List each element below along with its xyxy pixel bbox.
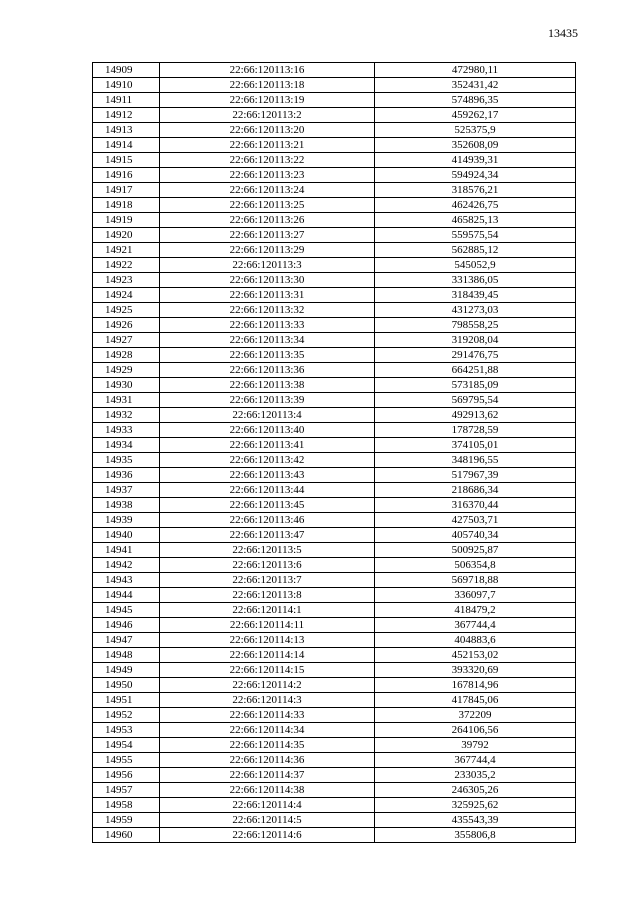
table-row: [93, 198, 576, 213]
table-row: [93, 213, 576, 228]
row-number-cell: 14920: [93, 228, 160, 243]
table-row: [93, 528, 576, 543]
table-row: [93, 573, 576, 588]
table-row: [93, 333, 576, 348]
cadastral-number-cell: 22:66:120113:6: [160, 558, 375, 573]
cadastral-number-cell: 22:66:120114:14: [160, 648, 375, 663]
value-cell: 417845,06: [375, 693, 576, 708]
table-row: [93, 408, 576, 423]
cadastral-number-cell: 22:66:120114:4: [160, 798, 375, 813]
cadastral-number-cell: 22:66:120114:33: [160, 708, 375, 723]
row-number-cell: 14947: [93, 633, 160, 648]
value-cell: 414939,31: [375, 153, 576, 168]
cadastral-number-cell: 22:66:120113:47: [160, 528, 375, 543]
cadastral-number-cell: 22:66:120113:45: [160, 498, 375, 513]
row-number-cell: 14949: [93, 663, 160, 678]
table-row: [93, 558, 576, 573]
row-number-cell: 14921: [93, 243, 160, 258]
value-cell: 559575,54: [375, 228, 576, 243]
value-cell: 167814,96: [375, 678, 576, 693]
table-row: [93, 108, 576, 123]
row-number-cell: 14944: [93, 588, 160, 603]
cadastral-number-cell: 22:66:120113:42: [160, 453, 375, 468]
cadastral-number-cell: 22:66:120113:40: [160, 423, 375, 438]
table-row: [93, 303, 576, 318]
value-cell: 316370,44: [375, 498, 576, 513]
cadastral-number-cell: 22:66:120113:24: [160, 183, 375, 198]
row-number-cell: 14914: [93, 138, 160, 153]
row-number-cell: 14937: [93, 483, 160, 498]
row-number-cell: 14926: [93, 318, 160, 333]
value-cell: 367744,4: [375, 618, 576, 633]
row-number-cell: 14923: [93, 273, 160, 288]
cadastral-number-cell: 22:66:120113:38: [160, 378, 375, 393]
row-number-cell: 14925: [93, 303, 160, 318]
row-number-cell: 14943: [93, 573, 160, 588]
cadastral-number-cell: 22:66:120113:16: [160, 63, 375, 78]
cadastral-number-cell: 22:66:120113:39: [160, 393, 375, 408]
row-number-cell: 14946: [93, 618, 160, 633]
value-cell: 427503,71: [375, 513, 576, 528]
cadastral-number-cell: 22:66:120113:18: [160, 78, 375, 93]
table-row: [93, 453, 576, 468]
row-number-cell: 14929: [93, 363, 160, 378]
cadastral-number-cell: 22:66:120114:1: [160, 603, 375, 618]
cadastral-number-cell: 22:66:120114:15: [160, 663, 375, 678]
value-cell: 562885,12: [375, 243, 576, 258]
value-cell: 574896,35: [375, 93, 576, 108]
table-row: [93, 228, 576, 243]
value-cell: 545052,9: [375, 258, 576, 273]
row-number-cell: 14928: [93, 348, 160, 363]
cadastral-number-cell: 22:66:120114:5: [160, 813, 375, 828]
table-row: [93, 378, 576, 393]
row-number-cell: 14913: [93, 123, 160, 138]
table-row: [93, 798, 576, 813]
row-number-cell: 14917: [93, 183, 160, 198]
row-number-cell: 14939: [93, 513, 160, 528]
table-row: [93, 138, 576, 153]
value-cell: 319208,04: [375, 333, 576, 348]
row-number-cell: 14958: [93, 798, 160, 813]
value-cell: 374105,01: [375, 438, 576, 453]
cadastral-number-cell: 22:66:120113:2: [160, 108, 375, 123]
cadastral-number-cell: 22:66:120113:26: [160, 213, 375, 228]
row-number-cell: 14956: [93, 768, 160, 783]
table-row: [93, 603, 576, 618]
cadastral-number-cell: 22:66:120114:3: [160, 693, 375, 708]
table-row: [93, 648, 576, 663]
row-number-cell: 14951: [93, 693, 160, 708]
cadastral-value-table: [92, 62, 576, 843]
value-cell: 465825,13: [375, 213, 576, 228]
row-number-cell: 14952: [93, 708, 160, 723]
row-number-cell: 14936: [93, 468, 160, 483]
value-cell: 492913,62: [375, 408, 576, 423]
row-number-cell: 14915: [93, 153, 160, 168]
value-cell: 462426,75: [375, 198, 576, 213]
table-row: [93, 723, 576, 738]
table-row: [93, 243, 576, 258]
value-cell: 318439,45: [375, 288, 576, 303]
row-number-cell: 14933: [93, 423, 160, 438]
value-cell: 517967,39: [375, 468, 576, 483]
table-row: [93, 153, 576, 168]
cadastral-number-cell: 22:66:120114:11: [160, 618, 375, 633]
row-number-cell: 14957: [93, 783, 160, 798]
table-row: [93, 78, 576, 93]
value-cell: 569795,54: [375, 393, 576, 408]
table-row: [93, 813, 576, 828]
row-number-cell: 14922: [93, 258, 160, 273]
cadastral-number-cell: 22:66:120114:2: [160, 678, 375, 693]
cadastral-number-cell: 22:66:120113:44: [160, 483, 375, 498]
row-number-cell: 14924: [93, 288, 160, 303]
table-row: [93, 513, 576, 528]
row-number-cell: 14912: [93, 108, 160, 123]
value-cell: 352608,09: [375, 138, 576, 153]
value-cell: 418479,2: [375, 603, 576, 618]
value-cell: 506354,8: [375, 558, 576, 573]
table-row: [93, 438, 576, 453]
row-number-cell: 14954: [93, 738, 160, 753]
table-row: [93, 123, 576, 138]
value-cell: 325925,62: [375, 798, 576, 813]
table-row: [93, 393, 576, 408]
table-row: [93, 168, 576, 183]
cadastral-number-cell: 22:66:120114:37: [160, 768, 375, 783]
cadastral-number-cell: 22:66:120113:35: [160, 348, 375, 363]
table-row: [93, 288, 576, 303]
value-cell: 404883,6: [375, 633, 576, 648]
cadastral-number-cell: 22:66:120113:43: [160, 468, 375, 483]
row-number-cell: 14909: [93, 63, 160, 78]
value-cell: 246305,26: [375, 783, 576, 798]
row-number-cell: 14918: [93, 198, 160, 213]
table-row: [93, 678, 576, 693]
table-row: [93, 588, 576, 603]
value-cell: 573185,09: [375, 378, 576, 393]
table-row: [93, 348, 576, 363]
row-number-cell: 14931: [93, 393, 160, 408]
cadastral-number-cell: 22:66:120113:36: [160, 363, 375, 378]
table-row: [93, 93, 576, 108]
cadastral-number-cell: 22:66:120113:3: [160, 258, 375, 273]
value-cell: 459262,17: [375, 108, 576, 123]
table-row: [93, 363, 576, 378]
value-cell: 218686,34: [375, 483, 576, 498]
table-row: [93, 738, 576, 753]
table-row: [93, 768, 576, 783]
value-cell: 472980,11: [375, 63, 576, 78]
table-row: [93, 63, 576, 78]
cadastral-number-cell: 22:66:120114:38: [160, 783, 375, 798]
table-row: [93, 693, 576, 708]
table-row: [93, 483, 576, 498]
value-cell: 233035,2: [375, 768, 576, 783]
value-cell: 525375,9: [375, 123, 576, 138]
value-cell: 355806,8: [375, 828, 576, 843]
value-cell: 331386,05: [375, 273, 576, 288]
value-cell: 367744,4: [375, 753, 576, 768]
row-number-cell: 14916: [93, 168, 160, 183]
cadastral-number-cell: 22:66:120113:33: [160, 318, 375, 333]
cadastral-number-cell: 22:66:120113:32: [160, 303, 375, 318]
table-row: [93, 708, 576, 723]
row-number-cell: 14930: [93, 378, 160, 393]
cadastral-number-cell: 22:66:120113:22: [160, 153, 375, 168]
table-row: [93, 753, 576, 768]
cadastral-number-cell: 22:66:120114:13: [160, 633, 375, 648]
value-cell: 348196,55: [375, 453, 576, 468]
row-number-cell: 14934: [93, 438, 160, 453]
table-body: [93, 63, 576, 843]
value-cell: 372209: [375, 708, 576, 723]
table-row: [93, 423, 576, 438]
table-row: [93, 633, 576, 648]
value-cell: 291476,75: [375, 348, 576, 363]
value-cell: 798558,25: [375, 318, 576, 333]
cadastral-number-cell: 22:66:120113:27: [160, 228, 375, 243]
table-row: [93, 318, 576, 333]
table-row: [93, 828, 576, 843]
cadastral-number-cell: 22:66:120114:6: [160, 828, 375, 843]
table-row: [93, 498, 576, 513]
row-number-cell: 14955: [93, 753, 160, 768]
table-row: [93, 258, 576, 273]
value-cell: 452153,02: [375, 648, 576, 663]
row-number-cell: 14959: [93, 813, 160, 828]
cadastral-number-cell: 22:66:120113:21: [160, 138, 375, 153]
row-number-cell: 14960: [93, 828, 160, 843]
row-number-cell: 14927: [93, 333, 160, 348]
table-row: [93, 468, 576, 483]
cadastral-number-cell: 22:66:120113:46: [160, 513, 375, 528]
table-row: [93, 183, 576, 198]
value-cell: 435543,39: [375, 813, 576, 828]
cadastral-number-cell: 22:66:120113:23: [160, 168, 375, 183]
cadastral-number-cell: 22:66:120113:30: [160, 273, 375, 288]
cadastral-number-cell: 22:66:120113:8: [160, 588, 375, 603]
cadastral-number-cell: 22:66:120113:31: [160, 288, 375, 303]
cadastral-number-cell: 22:66:120114:34: [160, 723, 375, 738]
value-cell: 264106,56: [375, 723, 576, 738]
table-row: [93, 273, 576, 288]
row-number-cell: 14953: [93, 723, 160, 738]
row-number-cell: 14910: [93, 78, 160, 93]
table-row: [93, 543, 576, 558]
row-number-cell: 14935: [93, 453, 160, 468]
cadastral-number-cell: 22:66:120113:7: [160, 573, 375, 588]
cadastral-number-cell: 22:66:120113:19: [160, 93, 375, 108]
table-row: [93, 663, 576, 678]
cadastral-number-cell: 22:66:120113:25: [160, 198, 375, 213]
value-cell: 393320,69: [375, 663, 576, 678]
row-number-cell: 14938: [93, 498, 160, 513]
row-number-cell: 14950: [93, 678, 160, 693]
cadastral-number-cell: 22:66:120113:5: [160, 543, 375, 558]
value-cell: 664251,88: [375, 363, 576, 378]
row-number-cell: 14945: [93, 603, 160, 618]
value-cell: 594924,34: [375, 168, 576, 183]
value-cell: 500925,87: [375, 543, 576, 558]
row-number-cell: 14911: [93, 93, 160, 108]
cadastral-number-cell: 22:66:120113:34: [160, 333, 375, 348]
value-cell: 569718,88: [375, 573, 576, 588]
value-cell: 39792: [375, 738, 576, 753]
table-row: [93, 618, 576, 633]
cadastral-number-cell: 22:66:120114:35: [160, 738, 375, 753]
row-number-cell: 14948: [93, 648, 160, 663]
row-number-cell: 14919: [93, 213, 160, 228]
value-cell: 405740,34: [375, 528, 576, 543]
cadastral-number-cell: 22:66:120113:4: [160, 408, 375, 423]
page-number: 13435: [548, 26, 578, 40]
row-number-cell: 14940: [93, 528, 160, 543]
table-row: [93, 783, 576, 798]
value-cell: 352431,42: [375, 78, 576, 93]
value-cell: 178728,59: [375, 423, 576, 438]
row-number-cell: 14941: [93, 543, 160, 558]
value-cell: 318576,21: [375, 183, 576, 198]
cadastral-number-cell: 22:66:120113:29: [160, 243, 375, 258]
row-number-cell: 14932: [93, 408, 160, 423]
cadastral-number-cell: 22:66:120113:20: [160, 123, 375, 138]
value-cell: 336097,7: [375, 588, 576, 603]
cadastral-number-cell: 22:66:120113:41: [160, 438, 375, 453]
row-number-cell: 14942: [93, 558, 160, 573]
cadastral-number-cell: 22:66:120114:36: [160, 753, 375, 768]
value-cell: 431273,03: [375, 303, 576, 318]
